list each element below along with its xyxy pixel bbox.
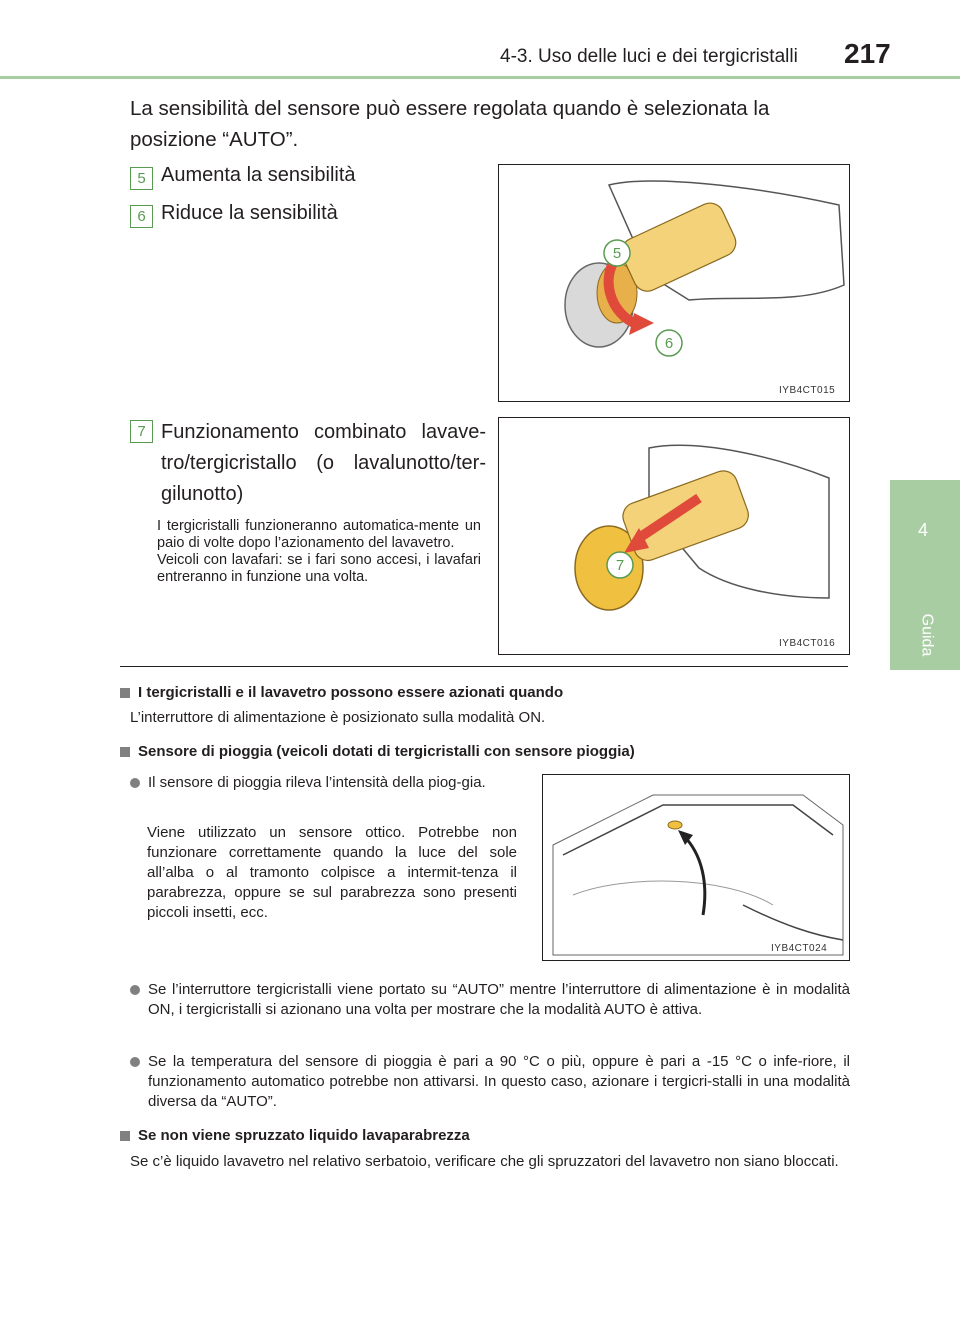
bullet-item: Se l’interruttore tergicristalli viene portato su “AUTO” mentre l’interruttore di alimentazione è in modalità ON, i tergicristalli si azionano una volta per mostrare che la modalità AUTO è attiva. bbox=[130, 980, 850, 1020]
page-number: 217 bbox=[844, 38, 891, 69]
figure-rain-sensor bbox=[542, 774, 850, 961]
bullet-item: Il sensore di pioggia rileva l’intensità della piog-gia. bbox=[130, 773, 518, 793]
item-7-desc-2: Veicoli con lavafari: se i fari sono accesi, i lavafari entreranno in funzione una volta. bbox=[157, 552, 481, 585]
section-divider bbox=[120, 666, 848, 667]
item-number-box: 7 bbox=[130, 420, 153, 443]
callout-7: 7 bbox=[615, 557, 625, 574]
item-7-desc-1: I tergicristalli funzioneranno automatica-mente un paio di volte dopo l’azionamento del lavavetro. bbox=[157, 518, 481, 551]
callout-6: 6 bbox=[664, 335, 674, 352]
header-divider bbox=[0, 76, 960, 79]
figure-code: IYB4CT015 bbox=[779, 385, 836, 396]
section-title: Sensore di pioggia (veicoli dotati di tergicristalli con sensore pioggia) bbox=[120, 743, 635, 760]
section-title: Se non viene spruzzato liquido lavaparabrezza bbox=[120, 1127, 470, 1144]
item-5 bbox=[130, 164, 486, 190]
washer-combo-illustration bbox=[499, 418, 849, 654]
round-bullet-icon bbox=[130, 1057, 140, 1067]
bullet-item: Se la temperatura del sensore di pioggia è pari a 90 °C o più, oppure è pari a -15 °C o infe-riore, il funzionamento automatico potrebbe non attivarsi. In questo caso, azionare i tergicri-stalli in una modalità diversa da “AUTO”. bbox=[130, 1052, 850, 1112]
bullet-sub-text: Viene utilizzato un sensore ottico. Potrebbe non funzionare correttamente quando la luce del sole all’alba o al tramonto colpisce a intermit-tenza il parabrezza, oppure se sul parabrezza sono presenti piccoli insetti, ecc. bbox=[147, 824, 517, 921]
round-bullet-icon bbox=[130, 778, 140, 788]
round-bullet-icon bbox=[130, 985, 140, 995]
callout-circle bbox=[654, 328, 684, 358]
item-label: Aumenta la sensibilità bbox=[161, 164, 356, 186]
callout-circle bbox=[605, 550, 635, 580]
item-label: Funzionamento combinato lavave-tro/tergicristallo (o lavalunotto/ter-gilunotto) bbox=[161, 421, 486, 505]
running-header: 4-3. Uso delle luci e dei tergicristalli bbox=[500, 46, 798, 67]
section-body: L’interruttore di alimentazione è posizionato sulla modalità ON. bbox=[130, 709, 546, 726]
callout-circle bbox=[602, 238, 632, 268]
chapter-label: Guida bbox=[917, 613, 935, 657]
figure-washer-combo bbox=[498, 417, 850, 655]
figure-wiper-sensitivity bbox=[498, 164, 850, 402]
callout-5: 5 bbox=[612, 245, 622, 262]
chapter-number: 4 bbox=[918, 520, 929, 540]
intro-paragraph: La sensibilità del sensore può essere regolata quando è selezionata la posizione “AUTO”. bbox=[130, 97, 770, 151]
chapter-label-wrap bbox=[896, 605, 956, 665]
square-bullet-icon bbox=[120, 688, 130, 698]
item-7-description bbox=[157, 518, 481, 586]
figure-code: IYB4CT024 bbox=[771, 943, 828, 954]
wiper-sensitivity-illustration bbox=[499, 165, 849, 401]
square-bullet-icon bbox=[120, 1131, 130, 1141]
item-7 bbox=[130, 417, 486, 510]
item-number-box: 6 bbox=[130, 205, 153, 228]
square-bullet-icon bbox=[120, 747, 130, 757]
item-6 bbox=[130, 202, 486, 228]
section-body: Se c’è liquido lavavetro nel relativo serbatoio, verificare che gli spruzzatori del lavavetro non siano bloccati. bbox=[130, 1153, 839, 1170]
item-number-box: 5 bbox=[130, 167, 153, 190]
rain-sensor-illustration bbox=[543, 775, 849, 960]
figure-code: IYB4CT016 bbox=[779, 638, 836, 649]
section-title: I tergicristalli e il lavavetro possono essere azionati quando bbox=[120, 684, 563, 701]
item-label: Riduce la sensibilità bbox=[161, 202, 338, 224]
